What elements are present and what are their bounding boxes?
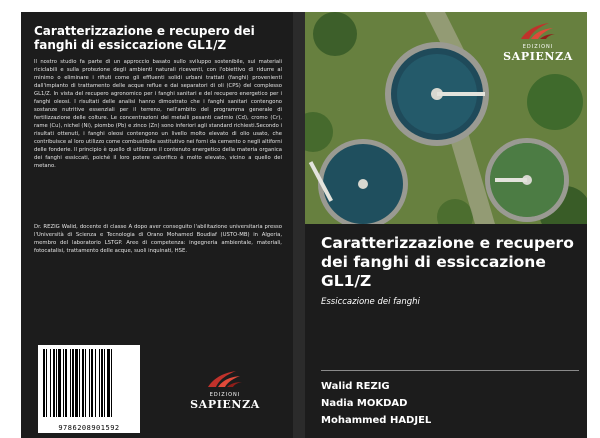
- front-cover-subtitle: Essiccazione dei fanghi: [321, 297, 420, 307]
- back-cover: [21, 12, 293, 438]
- front-cover: [305, 12, 587, 438]
- back-cover-abstract: Il nostro studio fa parte di un approccio basato sullo sviluppo sostenibile, sui materiali riciclabili e sulla protezione degli ambienti naturali riceventi, con l'obiettivo di ridurre al minimo o eliminare i rifiuti come gli effluenti solidi urbani trattati (fanghi) provenienti dall'impianto di trattamento delle acque reflue e dai separatori di oli (CPS) del complesso GL1/Z. In vista del recupero agronomico per i fanghi sanitari e del recupero energetico per i fanghi oleosi. I risultati delle analisi hanno dimostrato che i fanghi sanitari contengono sostanze nutritive essenziali per il terreno, nell'ambito del programma generale di fertilizzazione delle colture. Le concentrazioni dei metalli pesanti cadmio (Cd), cromo (Cr), rame (Cu), nichel (Ni), piombo (Pb) e zinco (Zn) sono inferiori agli standard richiesti.Secondo i risultati ottenuti, i fanghi oleosi contengono un livello molto elevato di olio usato, che contribuisce al loro utilizzo come combustibile sostitutivo nei forni da cemento o negli altiforni delle fonderie. Il principio è quello di utilizzare il contenuto energetico della materia organica dei fanghi essiccati, poiché il loro potere calorifico è molto elevato, vicino a quello del metano.: [34, 59, 282, 169]
- front-publisher-logo: [493, 20, 583, 63]
- barcode: [38, 345, 140, 433]
- logo-edizioni: EDIZIONI: [522, 44, 554, 50]
- logo-edizioni: EDIZIONI: [209, 392, 241, 398]
- logo-brand: SAPIENZA: [190, 398, 260, 411]
- front-cover-title: Caratterizzazione e recupero dei fanghi di essiccazione GL1/Z: [321, 234, 574, 290]
- back-cover-title: Caratterizzazione e recupero dei fanghi di essiccazione GL1/Z: [34, 24, 255, 52]
- sapienza-logo-icon: [518, 20, 558, 40]
- author-name: Nadia MOKDAD: [321, 398, 408, 409]
- barcode-number: 9786208901592: [58, 424, 120, 432]
- author-bio: Dr. REZIG Walid, docente di classe A dopo aver conseguito l'abilitazione universitaria presso l'Università di Scienza e Tecnologia di Orano Mohamed Boudiaf (USTO-MB) in Algeria, membro del laboratorio LSTGP. Aree di competenza: ingegneria ambientale, materiali, fotocatalisi, trattamento delle acque, suoli inquinati, HSE.: [34, 224, 282, 255]
- publisher-logo: [177, 368, 273, 411]
- barcode-icon: [41, 349, 137, 419]
- author-name: Walid REZIG: [321, 381, 390, 392]
- logo-brand: SAPIENZA: [503, 50, 573, 63]
- book-spine: [293, 12, 305, 438]
- sapienza-logo-icon: [205, 368, 245, 388]
- author-list: [321, 378, 431, 429]
- author-name: Mohammed HADJEL: [321, 415, 432, 426]
- divider-line: [321, 370, 579, 371]
